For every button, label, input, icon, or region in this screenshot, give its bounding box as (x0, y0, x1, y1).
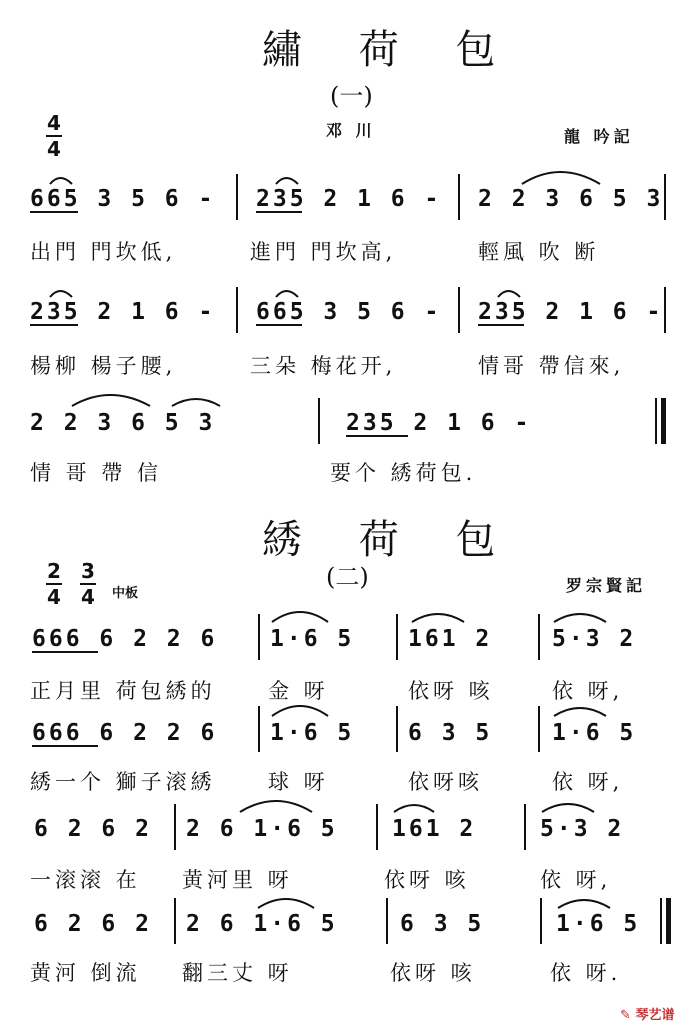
slur-mark (50, 178, 72, 184)
song2-row3-lyric3: 依呀 咳 (384, 868, 470, 892)
song2-row1-lyric2: 金 呀 (268, 679, 329, 703)
song2-row3-lyric4: 依 呀, (540, 868, 612, 892)
song1-row2-measure2: 665 3 5 6 - (256, 299, 442, 325)
slur-mark (412, 614, 464, 622)
slur-mark (394, 805, 434, 812)
song2-row1-measure2: 1·6 5 (270, 626, 355, 652)
song1-region: 邓 川 (326, 121, 376, 140)
slur-mark (276, 178, 298, 184)
slur-mark (272, 706, 328, 716)
song1-row3-measure2: 235 2 1 6 - (346, 410, 532, 436)
song1-row3-lyric2: 要个 綉荷包. (330, 461, 477, 485)
site-brand (620, 1004, 674, 1023)
song2-row4-lyric4: 依 呀. (550, 961, 622, 985)
song2-part-number: (二) (326, 563, 369, 591)
song2-row3-measure2: 2 6 1·6 5 (186, 816, 338, 842)
song1-row2-lyric3: 情哥 帶信來, (478, 354, 625, 378)
song1-row1-lyric2: 進門 門坎高, (250, 240, 397, 264)
song2-row4-lyric3: 依呀 咳 (390, 961, 476, 985)
song2-row2-lyric3: 依呀咳 (408, 770, 483, 794)
brand-label: 琴艺谱 (635, 1008, 675, 1023)
song2-row4-measure2: 2 6 1·6 5 (186, 911, 338, 937)
song1-time-signature: 4 4 (47, 111, 61, 161)
song1-row2-lyric1: 楊柳 楊子腰, (30, 354, 177, 378)
song2-time-signature-b: 3 4 (81, 559, 95, 609)
song2-row4-lyric2: 翻三丈 呀 (182, 961, 293, 985)
song2-row1-measure3: 161 2 (408, 626, 493, 652)
song2-row2-measure2: 1·6 5 (270, 720, 355, 746)
song1-row2-measure1: 235 2 1 6 - (30, 299, 216, 325)
song2-row1-lyric4: 依 呀, (552, 679, 624, 703)
slur-mark (258, 899, 314, 908)
slur-mark (276, 291, 298, 297)
song2-row3-measure3: 161 2 (392, 816, 477, 842)
song1-part-number: (一) (330, 82, 373, 110)
song2-row4-measure1: 6 2 6 2 (34, 911, 152, 937)
song2-row3-measure4: 5·3 2 (540, 816, 625, 842)
song2-row3-lyric1: 一滚滚 在 (30, 868, 141, 892)
song2-row2-lyric1: 綉一个 獅子滚綉 (30, 770, 216, 794)
slur-mark (522, 172, 600, 184)
song2-row3-lyric2: 黄河里 呀 (182, 868, 293, 892)
slur-mark (554, 708, 606, 716)
song2-row4-lyric1: 黄河 倒流 (30, 961, 141, 985)
song1-row1-lyric1: 出門 門坎低, (30, 240, 177, 264)
song1-title: 繡 荷 包 (262, 27, 518, 73)
logo-icon: ✎ (620, 1008, 631, 1023)
song2-tempo: 中板 (112, 586, 139, 601)
slur-mark (558, 900, 610, 908)
slur-mark (554, 614, 606, 622)
song1-row1-lyric3: 輕風 吹 断 (478, 240, 600, 264)
song2-row4-measure3: 6 3 5 (400, 911, 485, 937)
song1-row1-measure3: 2 2 3 6 5 3 (478, 186, 664, 212)
song2-row2-lyric2: 球 呀 (268, 770, 329, 794)
song1-row2-lyric2: 三朵 梅花开, (250, 354, 397, 378)
slur-mark (272, 612, 328, 622)
song2-row2-measure3: 6 3 5 (408, 720, 493, 746)
song2-time-signature-a: 2 4 (47, 559, 61, 609)
song1-row2-measure3: 235 2 1 6 - (478, 299, 664, 325)
slur-mark (498, 291, 520, 297)
slur-mark (240, 801, 312, 812)
song1-row1-measure1: 665 3 5 6 - (30, 186, 216, 212)
song2-row1-measure1: 666 6 2 2 6 (32, 626, 218, 652)
slur-mark (542, 804, 594, 812)
song2-title: 綉 荷 包 (262, 517, 518, 563)
song2-row2-measure1: 666 6 2 2 6 (32, 720, 218, 746)
song2-row2-measure4: 1·6 5 (552, 720, 637, 746)
song2-row3-measure1: 6 2 6 2 (34, 816, 152, 842)
song2-row1-measure4: 5·3 2 (552, 626, 637, 652)
song2-recorder: 罗宗賢記 (566, 576, 647, 595)
song1-recorder: 龍 吟記 (564, 127, 634, 146)
slur-mark (72, 395, 150, 406)
song2-row4-measure4: 1·6 5 (556, 911, 641, 937)
song2-row1-lyric3: 依呀 咳 (408, 679, 494, 703)
song1-row3-measure1: 2 2 3 6 5 3 (30, 410, 216, 436)
slur-mark (172, 399, 220, 406)
song1-row3-lyric1: 情 哥 帶 信 (30, 461, 163, 485)
song1-row1-measure2: 235 2 1 6 - (256, 186, 442, 212)
song2-row1-lyric1: 正月里 荷包綉的 (30, 679, 216, 703)
slur-mark (50, 291, 72, 297)
song2-row2-lyric4: 依 呀, (552, 770, 624, 794)
